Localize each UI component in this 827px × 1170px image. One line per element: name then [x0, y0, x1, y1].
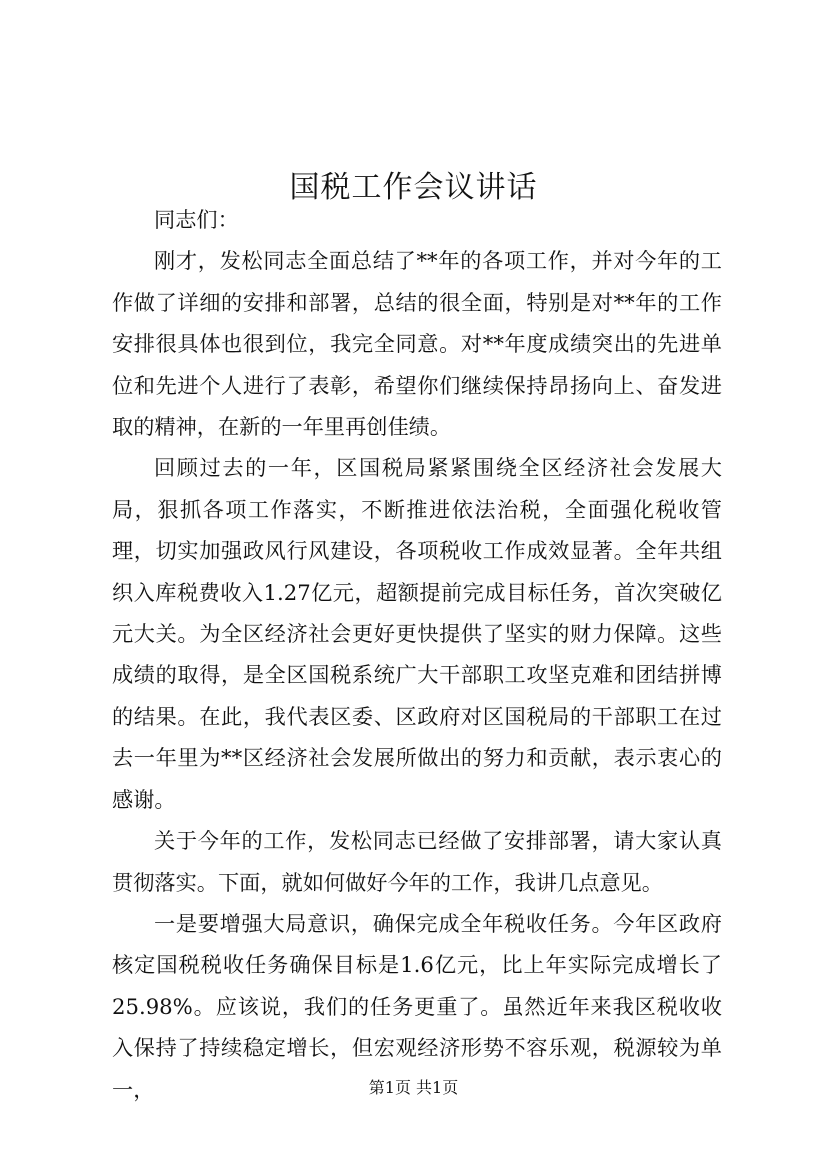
paragraph-review: 回顾过去的一年，区国税局紧紧围绕全区经济社会发展大局，狠抓各项工作落实，不断推进依法治税，全面强化税收管理，切实加强政风行风建设，各项税收工作成效显著。全年共组织入库税费收入1.27亿元，超额提前完成目标任务，首次突破亿元大关。为全区经济社会更好更快提供了坚实的财力保障。这些成绩的取得，是全区国税系统广大干部职工攻坚克难和团结拼博的结果。在此，我代表区委、区政府对区国税局的干部职工在过去一年里为**区经济社会发展所做出的努力和贡献，表示衷心的感谢。	[112, 455, 722, 812]
salutation: 同志们：	[154, 207, 239, 232]
document-body	[112, 199, 722, 1110]
paragraph-intro: 关于今年的工作，发松同志已经做了安排部署，请大家认真贯彻落实。下面，就如何做好今年的工作，我讲几点意见。	[112, 828, 722, 895]
paragraph-point-one: 一是要增强大局意识，确保完成全年税收任务。今年区政府核定国税税收任务确保目标是1.6亿元，比上年实际完成增长了25.98%。应该说，我们的任务更重了。虽然近年来我区税收收入保持了持续稳定增长，但宏观经济形势不容乐观，税源较为单一，	[112, 910, 722, 1102]
page-footer: 第1页 共1页	[368, 1078, 459, 1097]
document-title: 国税工作会议讲话	[289, 170, 538, 206]
paragraph-summary: 刚才，发松同志全面总结了**年的各项工作，并对今年的工作做了详细的安排和部署，总结的很全面，特别是对**年的工作安排很具体也很到位，我完全同意。对**年度成绩突出的先进单位和先进个人进行了表彰，希望你们继续保持昂扬向上、奋发进取的精神，在新的一年里再创佳绩。	[112, 248, 722, 440]
